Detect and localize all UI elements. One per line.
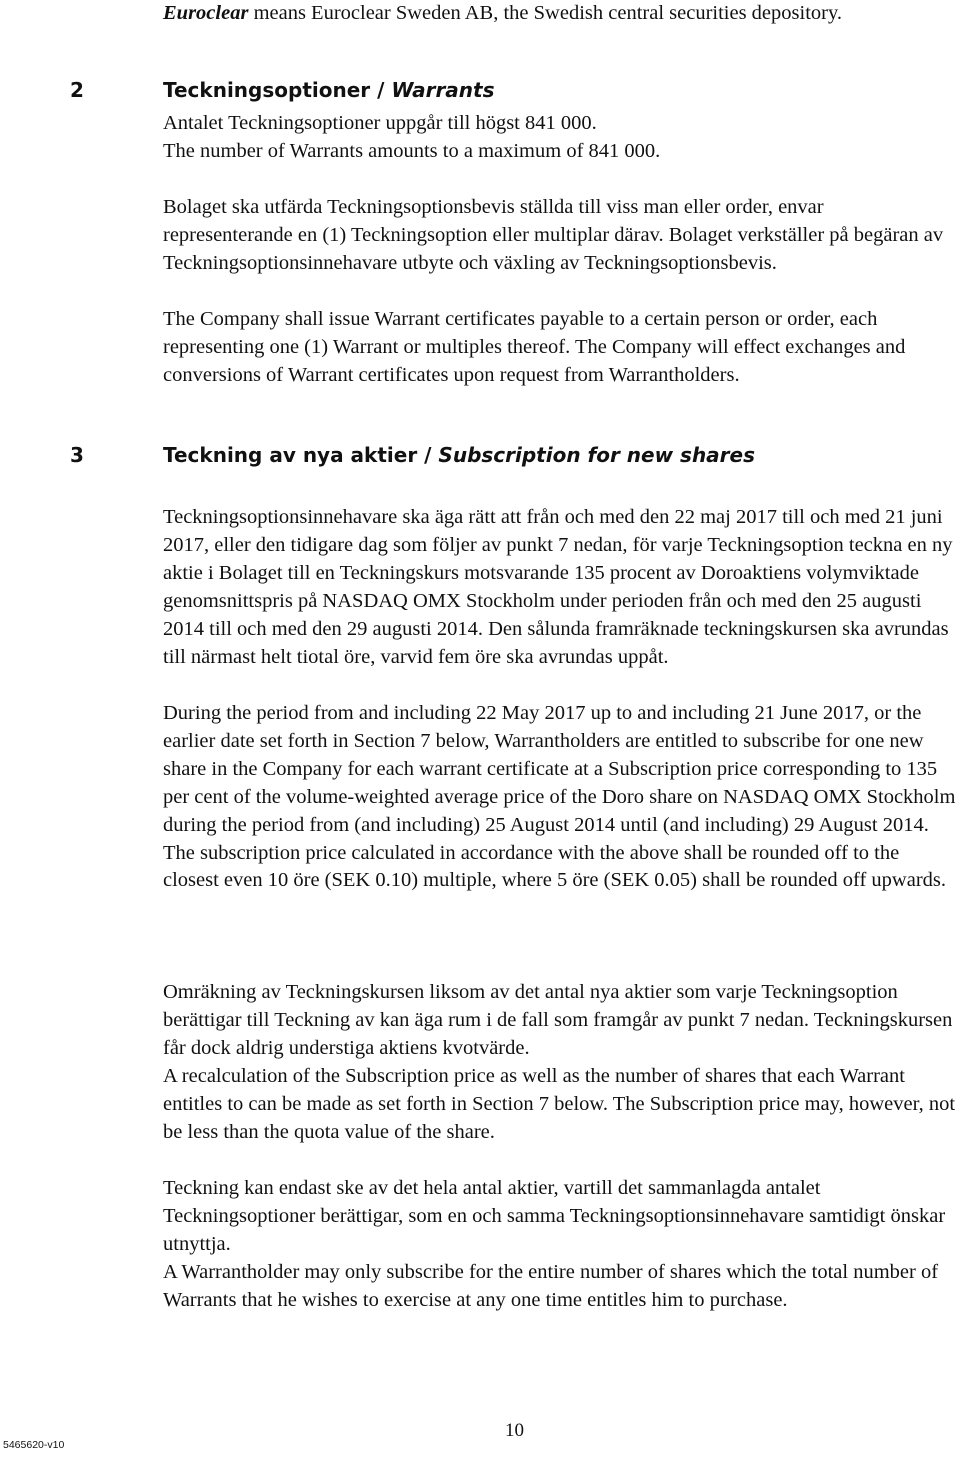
- section-3-title-sv: Teckning av nya aktier /: [163, 443, 439, 467]
- section-3-recalc-sv: Omräkning av Teckningskursen liksom av det antal nya aktier som varje Teckningsoption berättigar till Teckning av kan äga rum i de fall som framgår av punkt 7 nedan. Teckningskursen får dock aldrig understiga aktiens kvotvärde.: [163, 981, 953, 1059]
- section-2-title-sv: Teckningsoptioner /: [163, 78, 392, 102]
- page-number: 10: [505, 1420, 524, 1441]
- section-2-amount-sv: Antalet Teckningsoptioner uppgår till högst 841 000.: [163, 112, 597, 134]
- section-2-title: [163, 78, 495, 102]
- euroclear-definition: [163, 0, 958, 28]
- section-3-entire-sv: Teckning kan endast ske av det hela antal aktier, vartill det sammanlagda antalet Teckningsoptioner berättigar, som en och samma Teckningsoptionsinnehavare samtidigt önskar utnyttja.: [163, 1177, 946, 1255]
- section-2-number: 2: [70, 78, 84, 102]
- section-3-period-sv: Teckningsoptionsinnehavare ska äga rätt att från och med den 22 maj 2017 till och med 21 juni 2017, eller den tidigare dag som följer av punkt 7 nedan, för varje Teckningsoption teckna en ny aktie i Bolaget till en Teckningskurs motsvarande 135 procent av Doroaktiens volymviktade genomsnittspris på NASDAQ OMX Stockholm under perioden från och med den 25 augusti 2014 till och med den 29 augusti 2014. Den sålunda framräknade teckningskursen ska avrundas till närmast helt tiotal öre, varvid fem öre ska avrundas uppåt.: [163, 506, 953, 668]
- section-3-number: 3: [70, 443, 84, 467]
- definition-text: means Euroclear Sweden AB, the Swedish central securities depository.: [248, 2, 843, 24]
- section-3-recalc-en: A recalculation of the Subscription price as well as the number of shares that each Warrant entitles to can be made as set forth in Section 7 below. The Subscription price may, however, not be less than the quota value of the share.: [163, 1065, 956, 1143]
- document-id: 5465620-v10: [3, 1439, 65, 1451]
- definition-term: Euroclear: [163, 2, 249, 24]
- section-2-amount-en: The number of Warrants amounts to a maximum of 841 000.: [163, 140, 661, 162]
- section-3-period-en: During the period from and including 22 May 2017 up to and including 21 June 2017, or the earlier date set forth in Section 7 below, Warrantholders are entitled to subscribe for one new share in the Company for each warrant certificate at a Subscription price corresponding to 135 per cent of the volume-weighted average price of the Doro share on NASDAQ OMX Stockholm during the period from (and including) 25 August 2014 until (and including) 29 August 2014. The subscription price calculated in accordance with the above shall be rounded off to the closest even 10 öre (SEK 0.10) multiple, where 5 öre (SEK 0.05) shall be rounded off upwards.: [163, 702, 956, 892]
- section-2-certificates-sv: Bolaget ska utfärda Teckningsoptionsbevis ställda till viss man eller order, envar representerande en (1) Teckningsoption eller multiplar därav. Bolaget verkställer på begäran av Teckningsoptionsinnehavare utbyte och växling av Teckningsoptionsbevis.: [163, 196, 944, 274]
- section-2-title-en: Warrants: [391, 78, 495, 102]
- section-2-certificates-en: The Company shall issue Warrant certificates payable to a certain person or order, each representing one (1) Warrant or multiples thereof. The Company will effect exchanges and conversions of Warrant certificates upon request from Warrantholders.: [163, 308, 906, 386]
- section-3-title-en: Subscription for new shares: [438, 443, 756, 467]
- section-3-title: [163, 443, 755, 467]
- section-3-entire-en: A Warrantholder may only subscribe for the entire number of shares which the total number of Warrants that he wishes to exercise at any one time entitles him to purchase.: [163, 1261, 939, 1311]
